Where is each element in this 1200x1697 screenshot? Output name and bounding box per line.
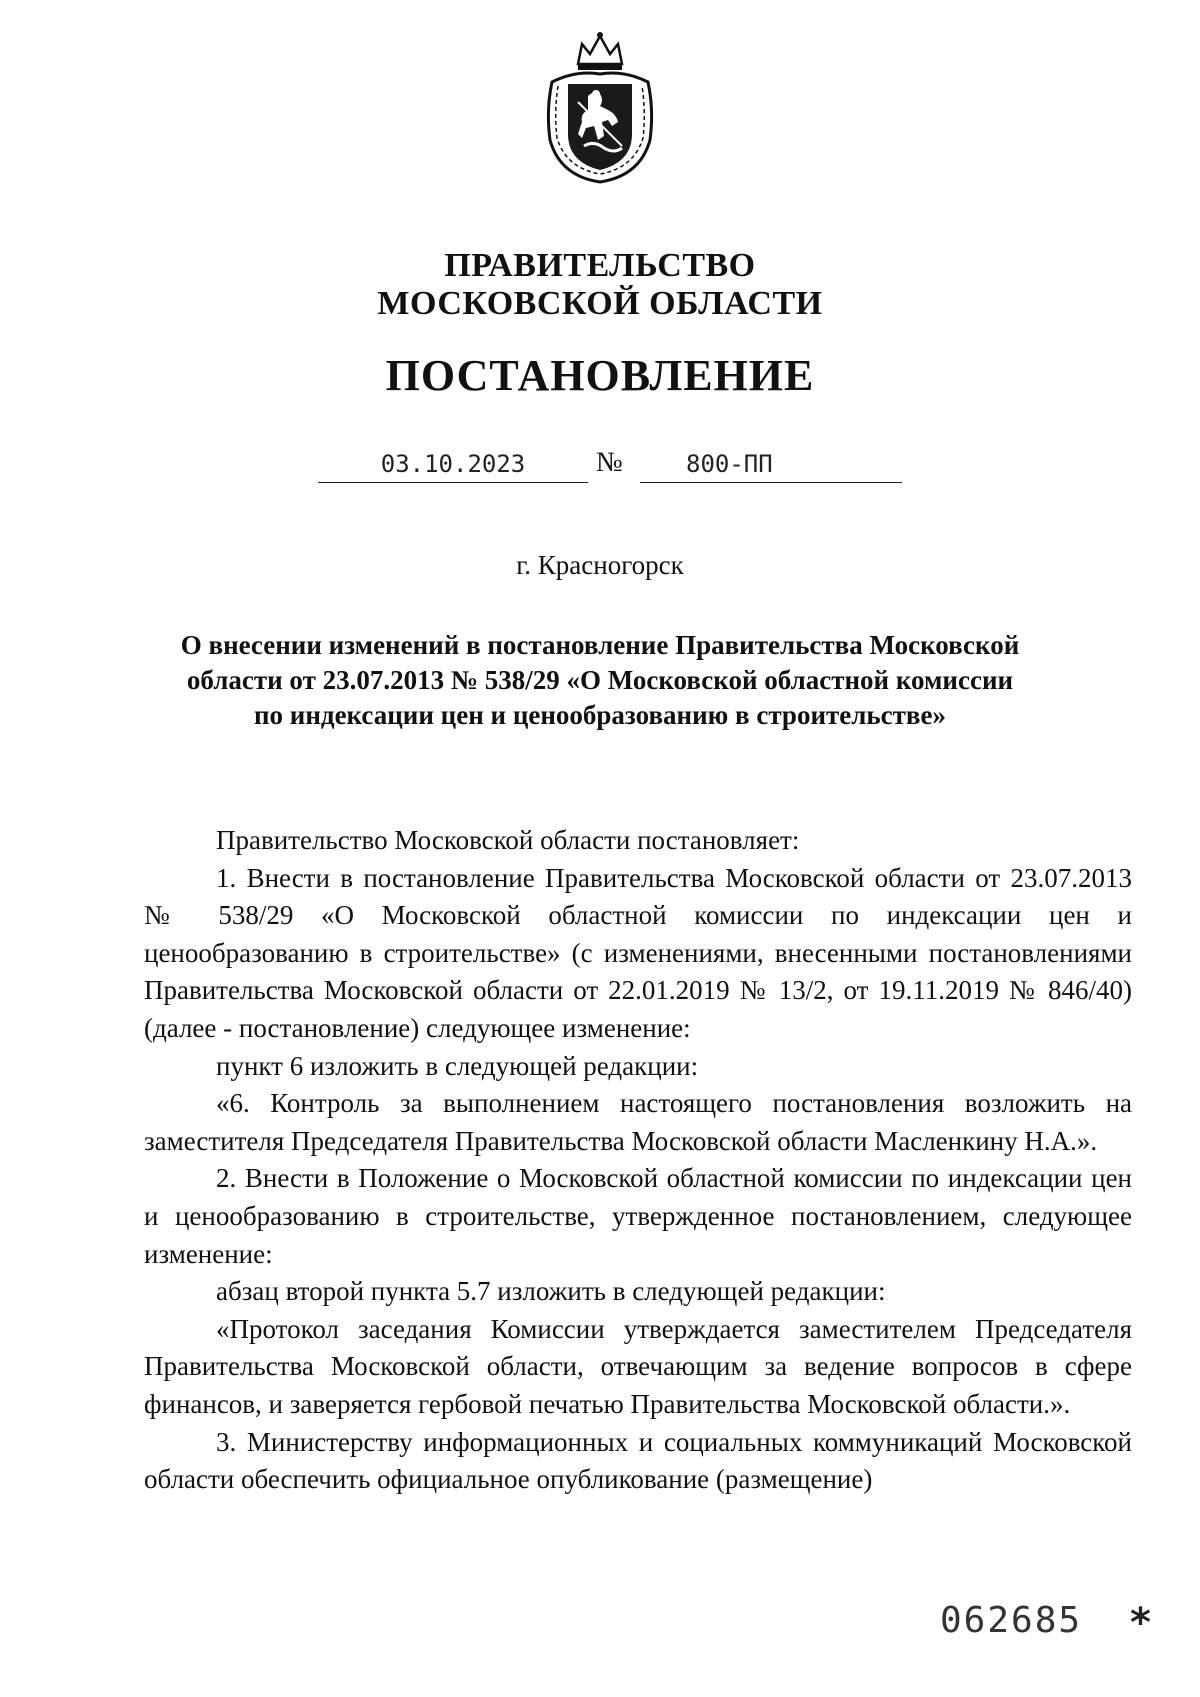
paragraph: «6. Контроль за выполнением настоящего постановления возложить на заместителя Председателя Правительства Московской области Масленкину Н.А.». — [144, 1088, 1132, 1156]
document-body — [144, 822, 1132, 1499]
paragraph: Правительство Московской области постановляет: — [216, 825, 800, 855]
subject-line: области от 23.07.2013 № 538/29 «О Московской областной комиссии — [186, 665, 1014, 695]
government-name-line2: МОСКОВСКОЙ ОБЛАСТИ — [377, 285, 823, 322]
serial-mark: * — [1130, 1600, 1151, 1646]
document-type-title: ПОСТАНОВЛЕНИЕ — [385, 351, 815, 400]
document-number-field — [640, 448, 902, 483]
paragraph: «Протокол заседания Комиссии утверждается заместителем Председателя Правительства Московской области, отвечающим за ведение вопросов в сфере финансов, и заверяется гербовой печатью Правительства Московской области.». — [144, 1313, 1132, 1419]
document-subject — [130, 628, 1070, 733]
number-sign: № — [596, 447, 623, 478]
coat-of-arms-icon — [538, 30, 662, 186]
document-date: 03.10.2023 — [318, 448, 588, 483]
page-serial-number: 062685 — [940, 1600, 1083, 1641]
paragraph: абзац второй пункта 5.7 изложить в следующей редакции: — [216, 1276, 886, 1307]
paragraph: 3. Министерству информационных и социальных коммуникаций Московской области обеспечить официальное опубликование (размещение) — [144, 1426, 1132, 1495]
subject-line: по индексации цен и ценообразованию в строительстве» — [253, 700, 946, 730]
government-name-line1: ПРАВИТЕЛЬСТВО — [444, 247, 756, 284]
paragraph: пункт 6 изложить в следующей редакции: — [216, 1050, 699, 1081]
paragraph: 2. Внести в Положение о Московской областной комиссии по индексации цен и ценообразованию в строительстве, утвержденное постановлением, следующее изменение: — [144, 1163, 1132, 1269]
document-number: 800-ПП — [686, 450, 773, 478]
subject-line: О внесении изменений в постановление Правительства Московской — [180, 630, 1020, 660]
place-of-issue: г. Красногорск — [516, 550, 684, 580]
paragraph: 1. Внести в постановление Правительства Московской области от 23.07.2013 № 538/29 «О Московской областной комиссии по индексации цен и ценообразованию в строительстве» (с изменениями, внесенными постановлениями Правительства Московской области от 22.01.2019 № 13/2, от 19.11.2019 № 846/40) (далее - постановление) следующее изменение: — [144, 862, 1132, 1043]
